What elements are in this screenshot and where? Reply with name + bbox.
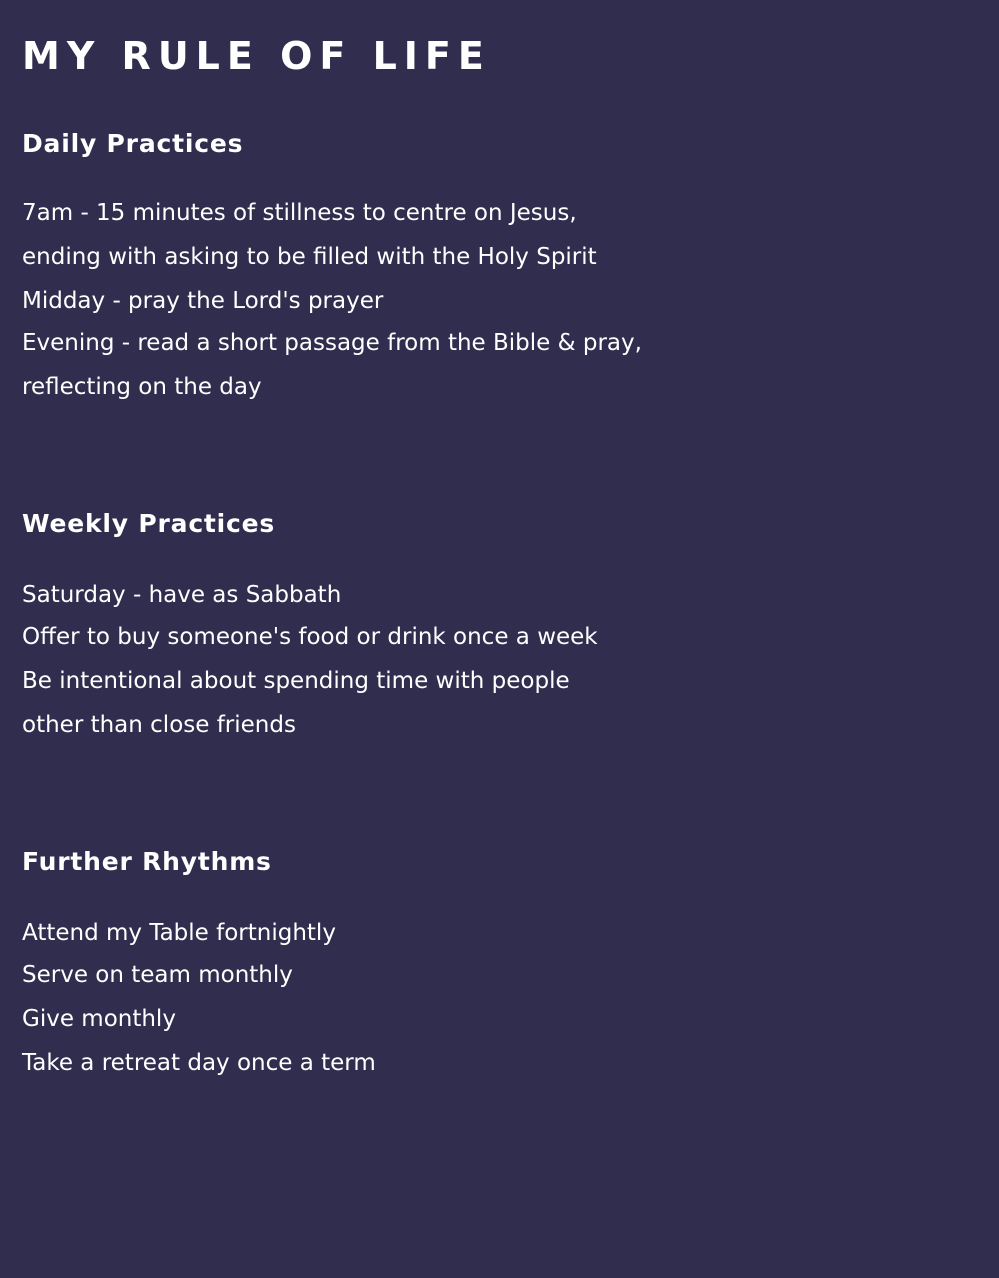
page-title: MY RULE OF LIFE (22, 34, 491, 78)
weekly-practice-line: Offer to buy someone's food or drink once a week (22, 624, 598, 650)
daily-practice-line: Midday - pray the Lord's prayer (22, 288, 384, 314)
weekly-practice-line: other than close friends (22, 712, 296, 738)
section-heading-further-rhythms: Further Rhythms (22, 847, 272, 876)
further-rhythm-line: Take a retreat day once a term (22, 1050, 376, 1076)
daily-practice-line: 7am - 15 minutes of stillness to centre on Jesus, (22, 200, 577, 226)
daily-practice-line: Evening - read a short passage from the Bible & pray, (22, 330, 642, 356)
daily-practice-line: ending with asking to be filled with the Holy Spirit (22, 244, 597, 270)
daily-practice-line: reflecting on the day (22, 374, 262, 400)
further-rhythm-line: Serve on team monthly (22, 962, 293, 988)
further-rhythm-line: Give monthly (22, 1006, 176, 1032)
weekly-practice-line: Be intentional about spending time with people (22, 668, 570, 694)
section-heading-weekly-practices: Weekly Practices (22, 509, 276, 538)
further-rhythm-line: Attend my Table fortnightly (22, 920, 336, 946)
weekly-practice-line: Saturday - have as Sabbath (22, 582, 342, 608)
section-heading-daily-practices: Daily Practices (22, 129, 244, 158)
